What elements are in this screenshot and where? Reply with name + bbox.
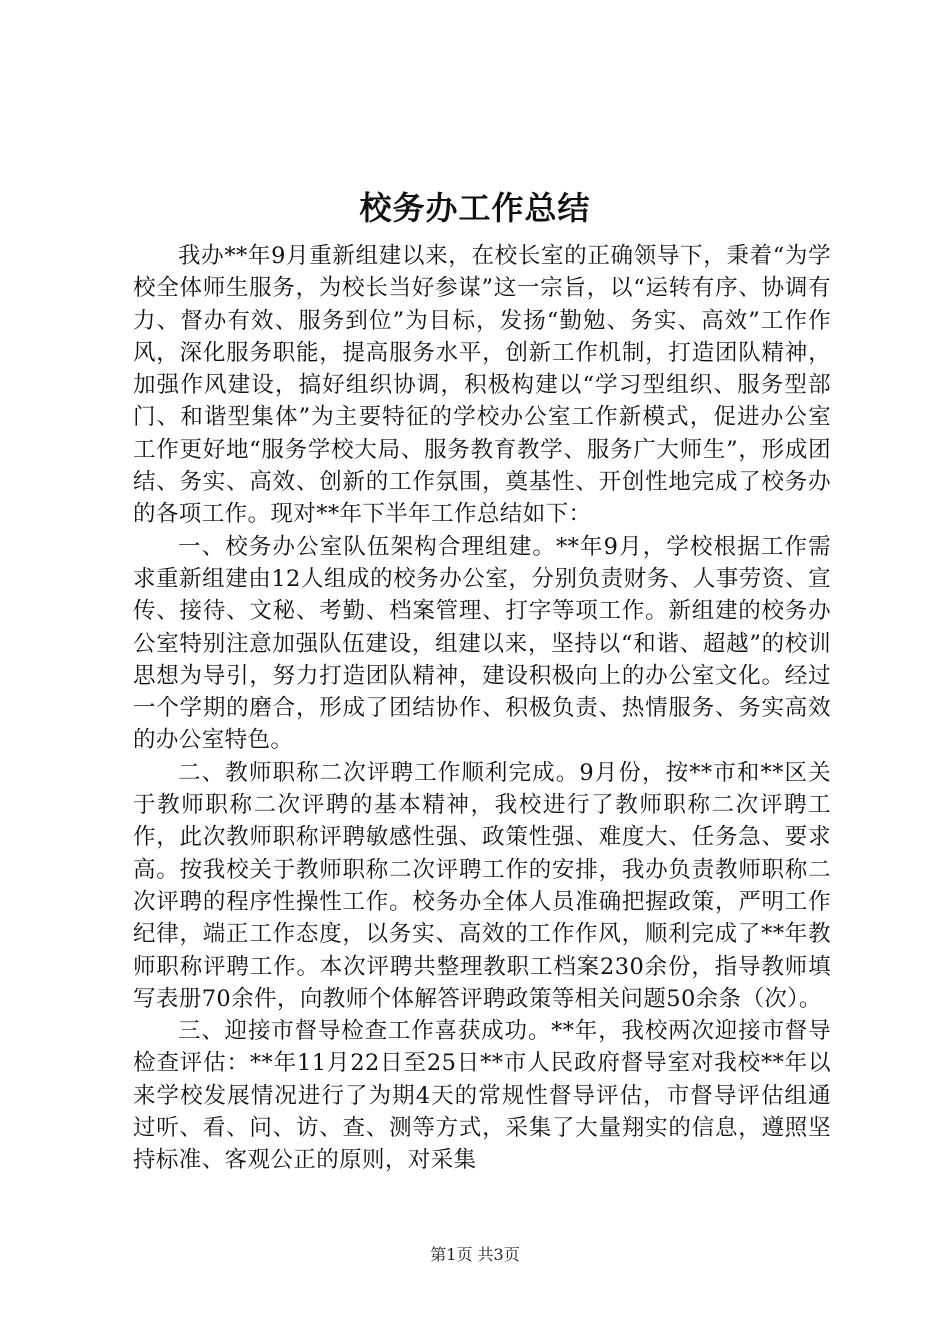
document-title: 校务办工作总结: [359, 189, 591, 227]
document-body: [133, 240, 831, 1177]
paragraph-section-1: 一、校务办公室队伍架构合理组建。**年9月，学校根据工作需求重新组建由12人组成的校务办公室，分别负责财务、人事劳资、宣传、接待、文秘、考勤、档案管理、打字等项工作。新组建的校务办公室特别注意加强队伍建设，组建以来，坚持以“和谐、超越”的校训思想为导引，努力打造团队精神，建设积极向上的办公室文化。经过一个学期的磨合，形成了团结协作、积极负责、热情服务、务实高效的办公室特色。: [133, 533, 831, 754]
paragraph-intro: 我办**年9月重新组建以来，在校长室的正确领导下，秉着“为学校全体师生服务，为校长当好参谋”这一宗旨，以“运转有序、协调有力、督办有效、服务到位”为目标，发扬“勤勉、务实、高效”工作作风，深化服务职能，提高服务水平，创新工作机制，打造团队精神，加强作风建设，搞好组织协调，积极构建以“学习型组织、服务型部门、和谐型集体”为主要特征的学校办公室工作新模式，促进办公室工作更好地“服务学校大局、服务教育教学、服务广大师生”，形成团结、务实、高效、创新的工作氛围，奠基性、开创性地完成了校务办的各项工作。现对**年下半年工作总结如下：: [133, 243, 831, 528]
paragraph-section-2: 二、教师职称二次评聘工作顺利完成。9月份，按**市和**区关于教师职称二次评聘的基本精神，我校进行了教师职称二次评聘工作，此次教师职称评聘敏感性强、政策性强、难度大、任务急、要求高。按我校关于教师职称二次评聘工作的安排，我办负责教师职称二次评聘的程序性操性工作。校务办全体人员准确把握政策，严明工作纪律，端正工作态度，以务实、高效的工作作风，顺利完成了**年教师职称评聘工作。本次评聘共整理教职工档案230余份，指导教师填写表册70余件，向教师个体解答评聘政策等相关问题50余条（次）。: [133, 759, 831, 1012]
paragraph-section-3: 三、迎接市督导检查工作喜获成功。**年，我校两次迎接市督导检查评估：**年11月22日至25日**市人民政府督导室对我校**年以来学校发展情况进行了为期4天的常规性督导评估，市督导评估组通过听、看、问、访、查、测等方式，采集了大量翔实的信息，遵照坚持标准、客观公正的原则，对采集: [133, 1018, 831, 1174]
page-number-footer: 第1页 共3页: [430, 1245, 520, 1264]
